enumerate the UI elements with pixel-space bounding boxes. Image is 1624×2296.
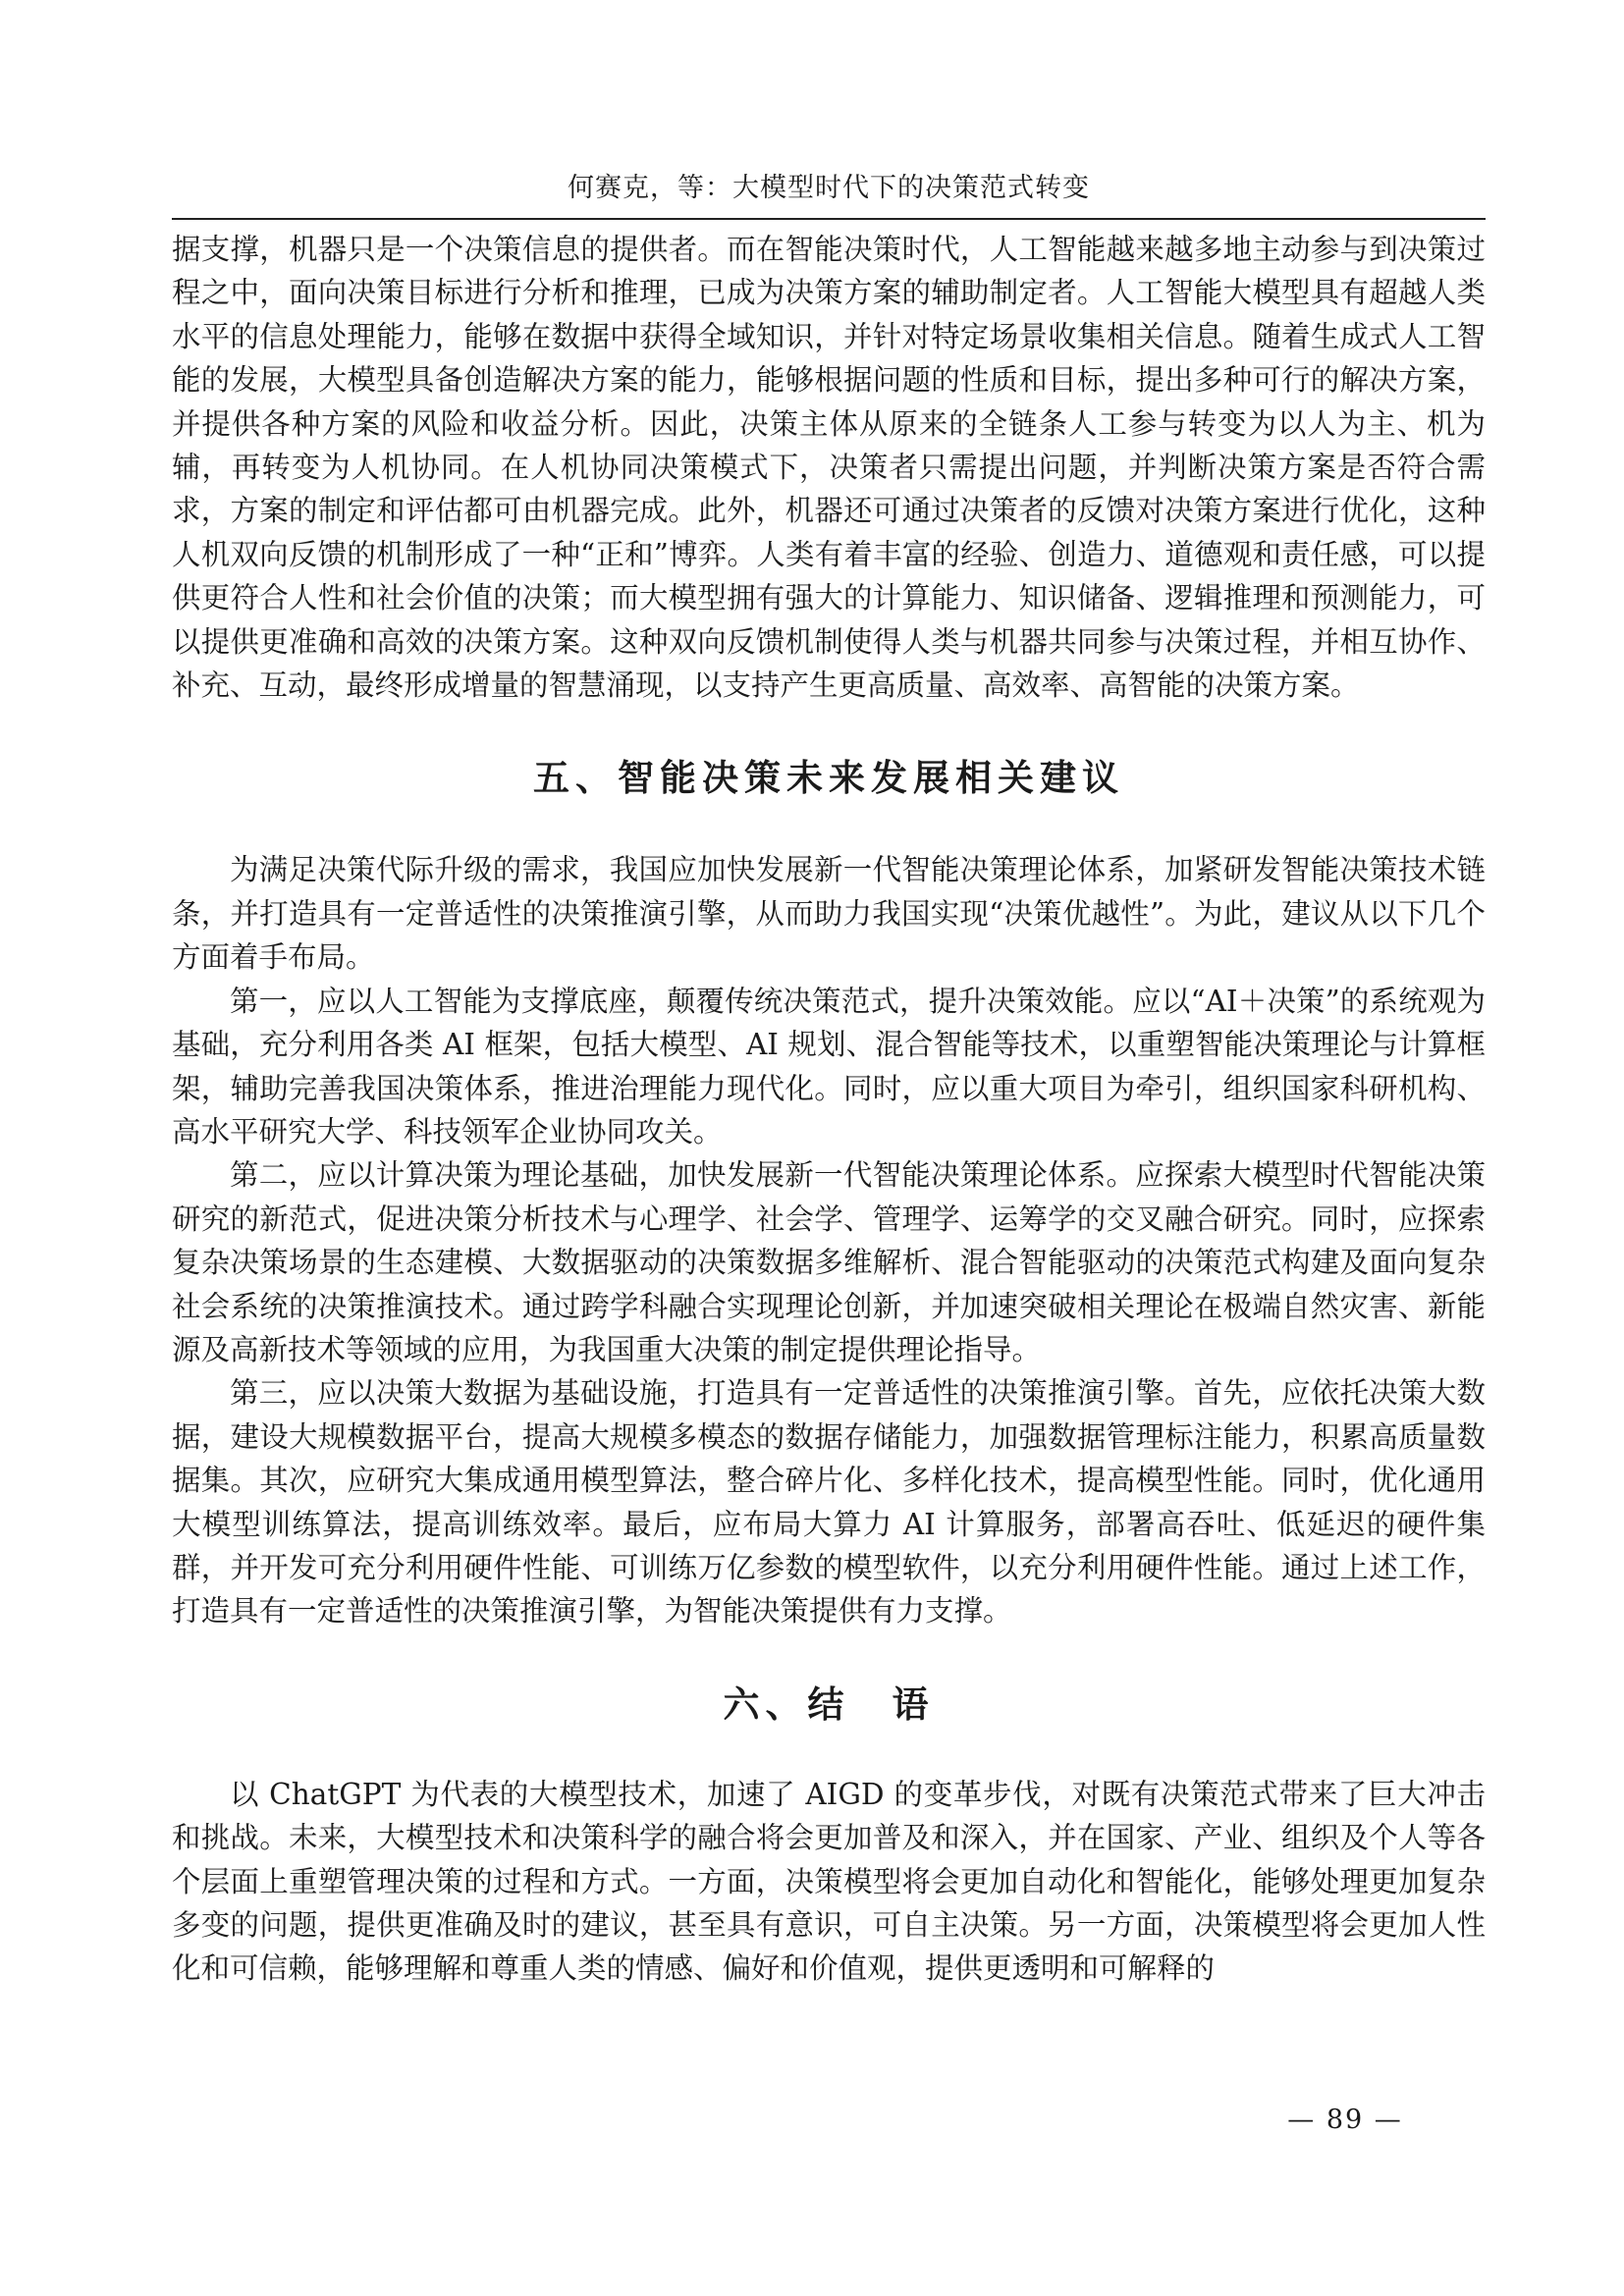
paragraph-continuation: 据支撑，机器只是一个决策信息的提供者。而在智能决策时代，人工智能越来越多地主动参与到决策过程之中，面向决策目标进行分析和推理，已成为决策方案的辅助制定者。人工智能大模型具有超越人类水平的信息处理能力，能够在数据中获得全域知识，并针对特定场景收集相关信息。随着生成式人工智能的发展，大模型具备创造解决方案的能力，能够根据问题的性质和目标，提出多种可行的解决方案，并提供各种方案的风险和收益分析。因此，决策主体从原来的全链条人工参与转变为以人为主、机为辅，再转变为人机协同。在人机协同决策模式下，决策者只需提出问题，并判断决策方案是否符合需求，方案的制定和评估都可由机器完成。此外，机器还可通过决策者的反馈对决策方案进行优化，这种人机双向反馈的机制形成了一种“正和”博弈。人类有着丰富的经验、创造力、道德观和责任感，可以提供更符合人性和社会价值的决策；而大模型拥有强大的计算能力、知识储备、逻辑推理和预测能力，可以提供更准确和高效的决策方案。这种双向反馈机制使得人类与机器共同参与决策过程，并相互协作、补充、互动，最终形成增量的智慧涌现，以支持产生更高质量、高效率、高智能的决策方案。 — [172, 233, 1486, 703]
header-rule — [172, 218, 1486, 220]
paragraph-suggestion-1: 第一，应以人工智能为支撑底座，颠覆传统决策范式，提升决策效能。应以“AI＋决策”的系统观为基础，充分利用各类 AI 框架，包括大模型、AI 规划、混合智能等技术，以重塑智能决策理论与计算框架，辅助完善我国决策体系，推进治理能力现代化。同时，应以重大项目为牵引，组织国家科研机构、高水平研究大学、科技领军企业协同攻关。 — [172, 984, 1486, 1148]
article-body — [172, 228, 1486, 1991]
running-head: 何赛克，等：大模型时代下的决策范式转变 — [568, 173, 1090, 203]
page-number: — 89 — — [1287, 2105, 1403, 2135]
paragraph-intro-suggestions: 为满足决策代际升级的需求，我国应加快发展新一代智能决策理论体系，加紧研发智能决策技术链条，并打造具有一定普适性的决策推演引擎，从而助力我国实现“决策优越性”。为此，建议从以下几个方面着手布局。 — [172, 853, 1486, 975]
section-heading-6: 六、结 语 — [723, 1682, 935, 1726]
section-heading-5: 五、智能决策未来发展相关建议 — [533, 756, 1124, 800]
paragraph-suggestion-3: 第三，应以决策大数据为基础设施，打造具有一定普适性的决策推演引擎。首先，应依托决策大数据，建设大规模数据平台，提高大规模多模态的数据存储能力，加强数据管理标注能力，积累高质量数据集。其次，应研究大集成通用模型算法，整合碎片化、多样化技术，提高模型性能。同时，优化通用大模型训练算法，提高训练效率。最后，应布局大算力 AI 计算服务，部署高吞吐、低延迟的硬件集群，并开发可充分利用硬件性能、可训练万亿参数的模型软件，以充分利用硬件性能。通过上述工作，打造具有一定普适性的决策推演引擎，为智能决策提供有力支撑。 — [172, 1376, 1486, 1629]
paragraph-conclusion: 以 ChatGPT 为代表的大模型技术，加速了 AIGD 的变革步伐，对既有决策范式带来了巨大冲击和挑战。未来，大模型技术和决策科学的融合将会更加普及和深入，并在国家、产业、组织及个人等各个层面上重塑管理决策的过程和方式。一方面，决策模型将会更加自动化和智能化，能够处理更加复杂多变的问题，提供更准确及时的建议，甚至具有意识，可自主决策。另一方面，决策模型将会更加人性化和可信赖，能够理解和尊重人类的情感、偏好和价值观，提供更透明和可解释的 — [172, 1777, 1486, 1986]
paragraph-suggestion-2: 第二，应以计算决策为理论基础，加快发展新一代智能决策理论体系。应探索大模型时代智能决策研究的新范式，促进决策分析技术与心理学、社会学、管理学、运筹学的交叉融合研究。同时，应探索复杂决策场景的生态建模、大数据驱动的决策数据多维解析、混合智能驱动的决策范式构建及面向复杂社会系统的决策推演技术。通过跨学科融合实现理论创新，并加速突破相关理论在极端自然灾害、新能源及高新技术等领域的应用，为我国重大决策的制定提供理论指导。 — [172, 1158, 1486, 1366]
